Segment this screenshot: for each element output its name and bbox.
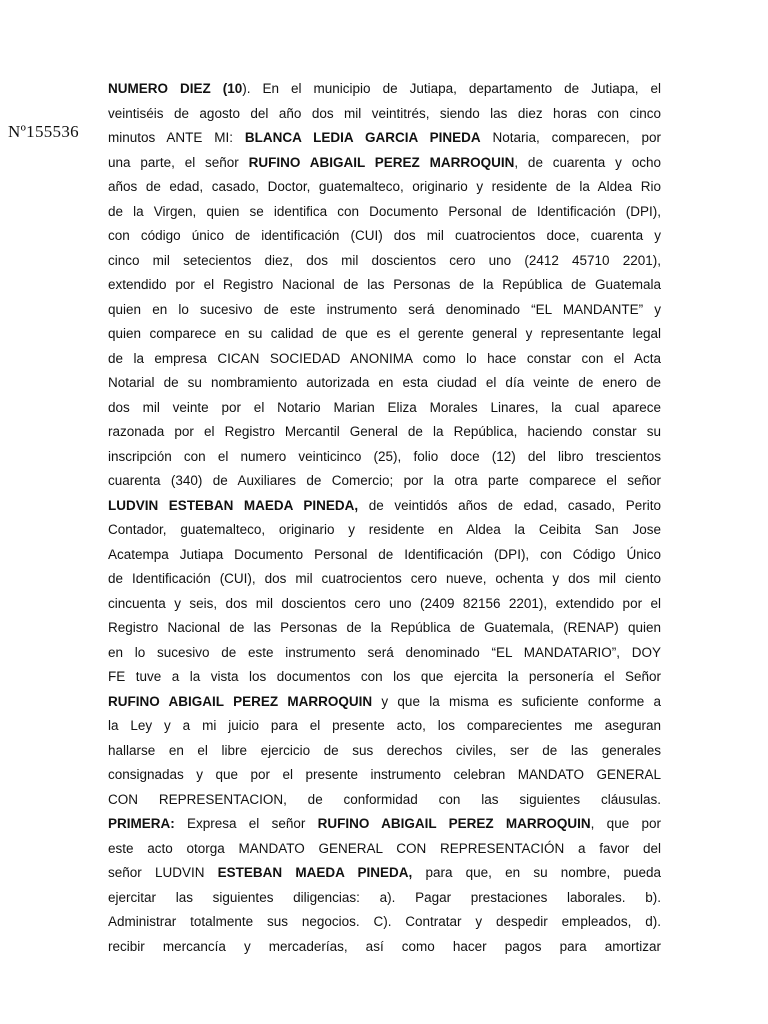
document-body [108,77,661,959]
bold-text-run: RUFINO ABIGAIL PEREZ MARROQUIN [248,154,515,170]
document-line [108,886,661,911]
text-run: ejercitar las siguientes diligencias: a). Pagar prestaciones laborales. b). [108,889,661,905]
text-run: inscripción con el numero veinticinco (25), folio doce (12) del libro trescientos [108,448,661,464]
text-run: Contador, guatemalteco, originario y residente en Aldea la Ceibita San Jose [108,522,661,537]
text-run: de veintidós años de edad, casado, Perito [358,497,661,513]
text-run: , que por [590,816,661,831]
document-line [108,518,661,543]
text-run: , de cuarenta y ocho [514,154,661,170]
text-run: razonada por el Registro Mercantil General de la República, haciendo constar su [108,424,661,439]
document-line [108,837,661,862]
text-run: veintiséis de agosto del año dos mil veintitrés, siendo las diez horas con cinco [108,105,661,121]
text-run: en lo sucesivo de este instrumento será denominado “EL MANDATARIO”, DOY [108,644,661,660]
document-line [108,396,661,421]
document-line [108,469,661,494]
document-line [108,739,661,764]
document-line [108,175,661,200]
text-run: quien comparece en su calidad de que es el gerente general y representante legal [108,326,661,341]
document-line [108,788,661,813]
text-run: de Identificación (CUI), dos mil cuatrocientos cero nueve, ochenta y dos mil ciento [108,571,661,586]
text-run: quien en lo sucesivo de este instrumento será denominado “EL MANDANTE” y [108,301,661,317]
document-line [108,494,661,519]
bold-text-run: ESTEBAN MAEDA PINEDA, [217,865,413,880]
document-line [108,690,661,715]
document-line [108,567,661,592]
text-run: cinco mil setecientos diez, dos mil doscientos cero uno (2412 45710 2201), [108,252,661,268]
document-line [108,126,661,151]
bold-text-run: RUFINO ABIGAIL PEREZ MARROQUIN [108,693,373,709]
text-run: Acatempa Jutiapa Documento Personal de Identificación (DPI), con Código Único [108,546,661,562]
document-line [108,763,661,788]
document-line [108,224,661,249]
bold-text-run: NUMERO DIEZ (10 [108,81,243,96]
text-run: minutos ANTE MI: [108,130,245,145]
document-line [108,249,661,274]
text-run: Registro Nacional de las Personas de la República de Guatemala, (RENAP) quien [108,620,661,635]
document-line [108,935,661,960]
bold-text-run: BLANCA LEDIA GARCIA PINEDA [244,130,481,145]
text-run: recibir mercancía y mercaderías, así como hacer pagos para amortizar [108,938,661,954]
document-line [108,910,661,935]
document-line [108,298,661,323]
document-line [108,151,661,176]
text-run: una parte, el señor [108,154,249,170]
document-line [108,273,661,298]
text-run: cincuenta y seis, dos mil doscientos cero uno (2409 82156 2201), extendido por el [108,595,661,611]
text-run: CON REPRESENTACION, de conformidad con las siguientes cláusulas. [108,791,661,807]
text-run: la Ley y a mi juicio para el presente acto, los comparecientes me aseguran [108,718,661,733]
document-line [108,641,661,666]
text-run: señor LUDVIN [108,865,218,880]
text-run: dos mil veinte por el Notario Marian Eliza Morales Linares, la cual aparece [108,399,661,415]
text-run: Administrar totalmente sus negocios. C). Contratar y despedir empleados, d). [108,914,661,929]
text-run: de la empresa CICAN SOCIEDAD ANONIMA como lo hace constar con el Acta [108,350,661,366]
document-line [108,322,661,347]
document-line [108,592,661,617]
text-run: cuarenta (340) de Auxiliares de Comercio; por la otra parte comparece el señor [108,473,661,488]
document-line [108,861,661,886]
bold-text-run: LUDVIN ESTEBAN MAEDA PINEDA, [108,497,359,513]
text-run: años de edad, casado, Doctor, guatemalteco, originario y residente de la Aldea Rio [108,179,661,194]
text-run: consignadas y que por el presente instrumento celebran MANDATO GENERAL [108,767,661,782]
text-run: este acto otorga MANDATO GENERAL CON REPRESENTACIÓN a favor del [108,840,661,856]
document-line [108,812,661,837]
document-line [108,200,661,225]
text-run: Notarial de su nombramiento autorizada en esta ciudad el día veinte de enero de [108,375,661,390]
text-run: Notaria, comparecen, por [480,130,661,145]
document-line [108,347,661,372]
text-run: para que, en su nombre, pueda [412,865,661,880]
text-run: de la Virgen, quien se identifica con Documento Personal de Identificación (DPI), [108,203,661,219]
document-line [108,371,661,396]
bold-text-run: PRIMERA: [108,816,175,831]
text-run: y que la misma es suficiente conforme a [372,693,661,709]
document-line [108,665,661,690]
document-line [108,543,661,568]
document-line [108,77,661,102]
document-line [108,616,661,641]
document-line [108,445,661,470]
bold-text-run: RUFINO ABIGAIL PEREZ MARROQUIN [317,816,591,831]
document-line [108,714,661,739]
text-run: extendido por el Registro Nacional de las Personas de la República de Guatemala [108,277,661,292]
text-run: FE tuve a la vista los documentos con los que ejercita la personería el Señor [108,669,661,684]
folio-number: Nº155536 [8,122,79,141]
document-line [108,102,661,127]
text-run: ). En el municipio de Jutiapa, departamento de Jutiapa, el [242,81,661,96]
text-run: Expresa el señor [174,816,318,831]
text-run: con código único de identificación (CUI) dos mil cuatrocientos doce, cuarenta y [108,228,661,243]
text-run: hallarse en el libre ejercicio de sus derechos civiles, ser de las generales [108,742,661,758]
document-line [108,420,661,445]
